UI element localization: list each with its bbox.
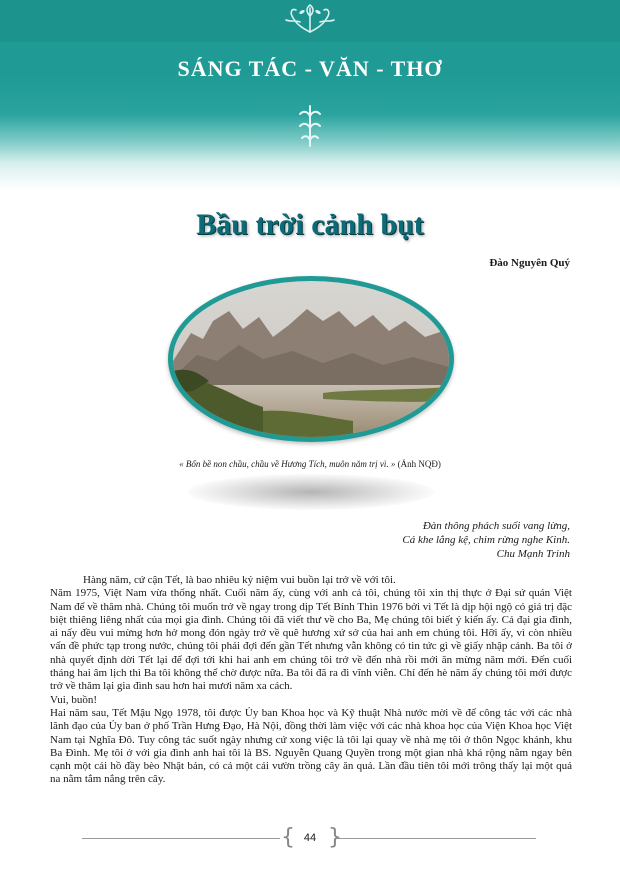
floral-ornament-icon	[282, 2, 338, 36]
landscape-photo	[168, 276, 454, 442]
caption-quote: « Bốn bề non chầu, chầu về Hương Tích, muôn năm trị vì. »	[179, 459, 396, 469]
article-body	[50, 574, 572, 787]
article-title: Bầu trời cảnh bụt	[196, 208, 424, 241]
section-title: SÁNG TÁC - VĂN - THƠ	[177, 56, 443, 81]
footer-rule-left	[82, 838, 280, 839]
photo-image	[173, 281, 449, 437]
ornament-divider-icon	[296, 104, 324, 148]
page-number: 44	[303, 832, 317, 844]
body-paragraph: Vui, buồn!	[50, 693, 98, 706]
epigraph-poem	[402, 519, 570, 561]
body-paragraph: Hai năm sau, Tết Mậu Ngọ 1978, tôi được Ủy ban Khoa học và Kỹ thuật Nhà nước mời về để công tác với các nhà lãnh đạo của Ủy ban ở phố Trần Hưng Đạo, Hà Nội, đồng thời làm việc với các nhà khoa học của Viện Khoa học Việt Nam tại Nghĩa Đô. Tuy công tác suốt ngày nhưng cứ xong việc là tôi lại quay về nhà mẹ tôi ở thôn Ngọc khánh, khu Ba Đình. Mẹ tôi ở với gia đình anh hai tôi là BS. Nguyễn Quang Quyền trong một gian nhà khá rộng nằm ngay bên cạnh một cái hồ đầy bèo Nhật bản, có cả một cái vườn trồng cây ăn quả. Lần đầu tiên tôi mới trông thấy lại một quả na nằm tắm nắng trên cây.	[50, 706, 572, 786]
author-name: Đào Nguyên Quý	[489, 257, 570, 269]
photo-caption	[0, 459, 620, 469]
caption-credit: (Ảnh NQĐ)	[395, 459, 441, 469]
right-brace-icon: }	[328, 825, 342, 850]
body-paragraph: Hàng năm, cứ cận Tết, là bao nhiêu kỷ niệm vui buồn lại trở về với tôi.	[83, 574, 396, 586]
poem-author: Chu Mạnh Trinh	[496, 548, 570, 560]
body-paragraph: Năm 1975, Việt Nam vừa thống nhất. Cuối năm ấy, cùng với anh cả tôi, chúng tôi xin thị thực ở Đại sứ quán Việt Nam để về thăm nhà. Chúng tôi muốn trở về ngay trong dịp Tết Bính Thìn 1976 bởi vì Tết là dịp hội ngộ có giá trị đặc biệt thiêng liêng nhất của mọi gia đình. Chúng tôi đã viết thư về cho Ba, Mẹ chúng tôi biết ý kiến ấy. Cả đại gia đình, ai nấy đều vui mừng hơn hở mong đón ngày trở về quê hương xứ sở của hai anh em chúng tôi. Hỡi ấy, vì còn nhiều vấn đề phức tạp trong nước, chúng tôi phải đợi đến gần Tết nhưng vẫn không có tin tức gì về giấy nhập cảnh. Ba tôi ở nhà quyết định dời Tết lại để đợi tới khi hai anh em chúng tôi trở về đến nhà rồi mới ăn mừng năm mới. Đến cuối tháng hai âm lịch thì Ba tôi không thể chờ được nữa. Ba tôi đã ra đi vĩnh viễn. Chỉ đến hè năm ấy chúng tôi mới được trở về thăm lại gia đình sau hơn hai mươi năm xa cách.	[50, 587, 572, 693]
poem-line: Đàn thông phách suối vang lừng,	[422, 520, 570, 532]
decorative-shadow	[188, 474, 434, 510]
footer-rule-right	[336, 838, 536, 839]
poem-line: Cá khe lắng kệ, chim rừng nghe Kinh.	[402, 534, 570, 546]
left-brace-icon: {	[281, 825, 295, 850]
